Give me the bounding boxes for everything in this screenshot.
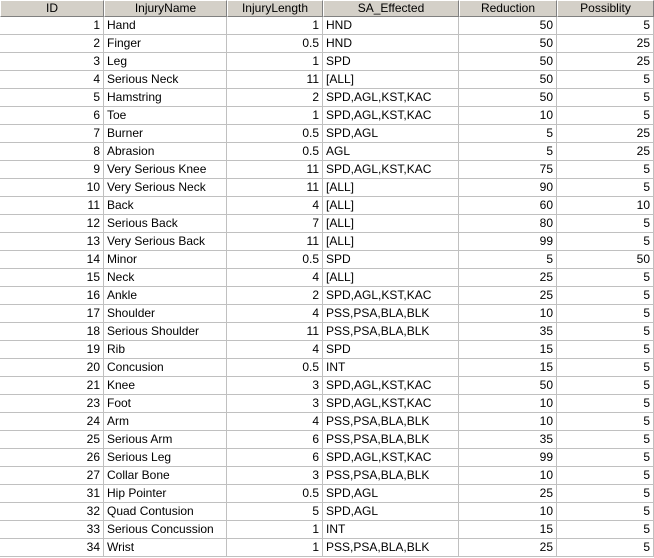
table-row[interactable]: [0, 161, 654, 179]
injury-length-cell[interactable]: 0.5: [227, 125, 323, 143]
injury-name-cell[interactable]: Burner: [104, 125, 227, 143]
injury-name-cell[interactable]: Ankle: [104, 287, 227, 305]
injury-length-cell[interactable]: 4: [227, 197, 323, 215]
possiblity-cell[interactable]: 5: [557, 413, 654, 431]
reduction-cell[interactable]: 10: [459, 107, 557, 125]
injury-name-cell[interactable]: Finger: [104, 35, 227, 53]
sa-effected-cell[interactable]: PSS,PSA,BLA,BLK: [323, 305, 459, 323]
sa-effected-cell[interactable]: [ALL]: [323, 197, 459, 215]
possiblity-cell[interactable]: 5: [557, 539, 654, 557]
possiblity-cell[interactable]: 5: [557, 323, 654, 341]
id-cell[interactable]: 13: [0, 233, 104, 251]
injury-name-cell[interactable]: Leg: [104, 53, 227, 71]
id-cell[interactable]: 16: [0, 287, 104, 305]
table-row[interactable]: [0, 467, 654, 485]
injury-name-cell[interactable]: Abrasion: [104, 143, 227, 161]
injury-name-cell[interactable]: Collar Bone: [104, 467, 227, 485]
injury-name-cell[interactable]: Quad Contusion: [104, 503, 227, 521]
sa-effected-cell[interactable]: SPD,AGL,KST,KAC: [323, 377, 459, 395]
reduction-cell[interactable]: 5: [459, 251, 557, 269]
id-cell[interactable]: 5: [0, 89, 104, 107]
possiblity-cell[interactable]: 5: [557, 431, 654, 449]
id-cell[interactable]: 17: [0, 305, 104, 323]
possiblity-cell[interactable]: 5: [557, 89, 654, 107]
id-cell[interactable]: 21: [0, 377, 104, 395]
injury-length-cell[interactable]: 5: [227, 503, 323, 521]
sa-effected-cell[interactable]: HND: [323, 35, 459, 53]
injury-name-cell[interactable]: Neck: [104, 269, 227, 287]
table-row[interactable]: [0, 215, 654, 233]
table-body: [0, 17, 654, 557]
reduction-cell[interactable]: 99: [459, 449, 557, 467]
injury-length-cell[interactable]: 6: [227, 449, 323, 467]
injury-name-cell[interactable]: Hand: [104, 17, 227, 35]
id-cell[interactable]: 24: [0, 413, 104, 431]
reduction-cell[interactable]: 50: [459, 71, 557, 89]
table-row[interactable]: [0, 305, 654, 323]
injury-length-cell[interactable]: 11: [227, 233, 323, 251]
sa-effected-cell[interactable]: SPD,AGL,KST,KAC: [323, 287, 459, 305]
injury-name-cell[interactable]: Knee: [104, 377, 227, 395]
table-row[interactable]: [0, 323, 654, 341]
injury-length-cell[interactable]: 3: [227, 395, 323, 413]
reduction-cell[interactable]: 5: [459, 143, 557, 161]
possiblity-cell[interactable]: 5: [557, 17, 654, 35]
injury-name-cell[interactable]: Serious Back: [104, 215, 227, 233]
possiblity-cell[interactable]: 5: [557, 377, 654, 395]
injury-length-cell[interactable]: 4: [227, 269, 323, 287]
injury-name-cell[interactable]: Serious Shoulder: [104, 323, 227, 341]
possiblity-cell[interactable]: 25: [557, 143, 654, 161]
injury-length-cell[interactable]: 1: [227, 17, 323, 35]
sa-effected-cell[interactable]: SPD,AGL,KST,KAC: [323, 449, 459, 467]
table-row[interactable]: [0, 431, 654, 449]
table-row[interactable]: [0, 395, 654, 413]
column-header-injury-name[interactable]: InjuryName: [104, 0, 227, 17]
possiblity-cell[interactable]: 5: [557, 359, 654, 377]
table-row[interactable]: [0, 197, 654, 215]
table-row[interactable]: [0, 35, 654, 53]
injury-length-cell[interactable]: 0.5: [227, 359, 323, 377]
column-header-possiblity[interactable]: Possiblity: [557, 0, 654, 17]
id-cell[interactable]: 3: [0, 53, 104, 71]
table-row[interactable]: [0, 107, 654, 125]
possiblity-cell[interactable]: 10: [557, 197, 654, 215]
possiblity-cell[interactable]: 5: [557, 395, 654, 413]
injury-length-cell[interactable]: 2: [227, 89, 323, 107]
sa-effected-cell[interactable]: HND: [323, 17, 459, 35]
sa-effected-cell[interactable]: PSS,PSA,BLA,BLK: [323, 323, 459, 341]
reduction-cell[interactable]: 15: [459, 359, 557, 377]
possiblity-cell[interactable]: 5: [557, 449, 654, 467]
injury-name-cell[interactable]: Hamstring: [104, 89, 227, 107]
id-cell[interactable]: 25: [0, 431, 104, 449]
id-cell[interactable]: 20: [0, 359, 104, 377]
injury-name-cell[interactable]: Rib: [104, 341, 227, 359]
table-row[interactable]: [0, 359, 654, 377]
reduction-cell[interactable]: 25: [459, 539, 557, 557]
reduction-cell[interactable]: 25: [459, 485, 557, 503]
possiblity-cell[interactable]: 5: [557, 287, 654, 305]
sa-effected-cell[interactable]: [ALL]: [323, 71, 459, 89]
injury-length-cell[interactable]: 7: [227, 215, 323, 233]
sa-effected-cell[interactable]: SPD,AGL,KST,KAC: [323, 107, 459, 125]
sa-effected-cell[interactable]: INT: [323, 521, 459, 539]
reduction-cell[interactable]: 80: [459, 215, 557, 233]
table-header: [0, 0, 654, 17]
injury-length-cell[interactable]: 0.5: [227, 251, 323, 269]
injury-name-cell[interactable]: Serious Concussion: [104, 521, 227, 539]
sa-effected-cell[interactable]: AGL: [323, 143, 459, 161]
reduction-cell[interactable]: 10: [459, 413, 557, 431]
possiblity-cell[interactable]: 5: [557, 521, 654, 539]
id-cell[interactable]: 15: [0, 269, 104, 287]
possiblity-cell[interactable]: 5: [557, 503, 654, 521]
table-row[interactable]: [0, 485, 654, 503]
id-cell[interactable]: 2: [0, 35, 104, 53]
sa-effected-cell[interactable]: SPD,AGL,KST,KAC: [323, 89, 459, 107]
sa-effected-cell[interactable]: PSS,PSA,BLA,BLK: [323, 467, 459, 485]
table-row[interactable]: [0, 377, 654, 395]
sa-effected-cell[interactable]: SPD: [323, 53, 459, 71]
injury-length-cell[interactable]: 1: [227, 53, 323, 71]
reduction-cell[interactable]: 25: [459, 287, 557, 305]
injury-length-cell[interactable]: 3: [227, 377, 323, 395]
table-row[interactable]: [0, 53, 654, 71]
possiblity-cell[interactable]: 5: [557, 305, 654, 323]
table-row[interactable]: [0, 89, 654, 107]
injury-length-cell[interactable]: 2: [227, 287, 323, 305]
injury-length-cell[interactable]: 3: [227, 467, 323, 485]
sa-effected-cell[interactable]: [ALL]: [323, 233, 459, 251]
sa-effected-cell[interactable]: [ALL]: [323, 215, 459, 233]
possiblity-cell[interactable]: 5: [557, 467, 654, 485]
injury-name-cell[interactable]: Back: [104, 197, 227, 215]
table-row[interactable]: [0, 71, 654, 89]
id-cell[interactable]: 8: [0, 143, 104, 161]
table-row[interactable]: [0, 17, 654, 35]
injury-name-cell[interactable]: Shoulder: [104, 305, 227, 323]
reduction-cell[interactable]: 35: [459, 431, 557, 449]
possiblity-cell[interactable]: 25: [557, 125, 654, 143]
injury-length-cell[interactable]: 4: [227, 305, 323, 323]
sa-effected-cell[interactable]: SPD,AGL: [323, 125, 459, 143]
sa-effected-cell[interactable]: SPD,AGL,KST,KAC: [323, 161, 459, 179]
injury-length-cell[interactable]: 0.5: [227, 143, 323, 161]
possiblity-cell[interactable]: 25: [557, 53, 654, 71]
injury-name-cell[interactable]: Minor: [104, 251, 227, 269]
sa-effected-cell[interactable]: [ALL]: [323, 179, 459, 197]
injury-length-cell[interactable]: 11: [227, 179, 323, 197]
reduction-cell[interactable]: 50: [459, 377, 557, 395]
reduction-cell[interactable]: 25: [459, 269, 557, 287]
reduction-cell[interactable]: 10: [459, 503, 557, 521]
reduction-cell[interactable]: 90: [459, 179, 557, 197]
injury-length-cell[interactable]: 11: [227, 71, 323, 89]
id-cell[interactable]: 31: [0, 485, 104, 503]
id-cell[interactable]: 10: [0, 179, 104, 197]
sa-effected-cell[interactable]: SPD,AGL: [323, 503, 459, 521]
injury-length-cell[interactable]: 0.5: [227, 485, 323, 503]
reduction-cell[interactable]: 5: [459, 125, 557, 143]
reduction-cell[interactable]: 60: [459, 197, 557, 215]
column-header-sa-effected[interactable]: SA_Effected: [323, 0, 459, 17]
injury-name-cell[interactable]: Toe: [104, 107, 227, 125]
possiblity-cell[interactable]: 50: [557, 251, 654, 269]
table-row[interactable]: [0, 413, 654, 431]
column-header-reduction[interactable]: Reduction: [459, 0, 557, 17]
table-row[interactable]: [0, 269, 654, 287]
id-cell[interactable]: 14: [0, 251, 104, 269]
possiblity-cell[interactable]: 5: [557, 215, 654, 233]
reduction-cell[interactable]: 50: [459, 17, 557, 35]
injury-length-cell[interactable]: 11: [227, 161, 323, 179]
id-cell[interactable]: 11: [0, 197, 104, 215]
injury-length-cell[interactable]: 1: [227, 107, 323, 125]
sa-effected-cell[interactable]: SPD,AGL: [323, 485, 459, 503]
injury-name-cell[interactable]: Very Serious Back: [104, 233, 227, 251]
injury-name-cell[interactable]: Arm: [104, 413, 227, 431]
injury-name-cell[interactable]: Serious Neck: [104, 71, 227, 89]
id-cell[interactable]: 33: [0, 521, 104, 539]
reduction-cell[interactable]: 15: [459, 341, 557, 359]
possiblity-cell[interactable]: 25: [557, 35, 654, 53]
possiblity-cell[interactable]: 5: [557, 179, 654, 197]
injury-name-cell[interactable]: Very Serious Knee: [104, 161, 227, 179]
injury-name-cell[interactable]: Very Serious Neck: [104, 179, 227, 197]
injury-length-cell[interactable]: 4: [227, 413, 323, 431]
table-row[interactable]: [0, 503, 654, 521]
id-cell[interactable]: 19: [0, 341, 104, 359]
table-row[interactable]: [0, 251, 654, 269]
id-cell[interactable]: 23: [0, 395, 104, 413]
id-cell[interactable]: 4: [0, 71, 104, 89]
column-header-injury-length[interactable]: InjuryLength: [227, 0, 323, 17]
reduction-cell[interactable]: 50: [459, 53, 557, 71]
sa-effected-cell[interactable]: SPD: [323, 341, 459, 359]
reduction-cell[interactable]: 75: [459, 161, 557, 179]
possiblity-cell[interactable]: 5: [557, 341, 654, 359]
table-row[interactable]: [0, 233, 654, 251]
injury-name-cell[interactable]: Wrist: [104, 539, 227, 557]
table-row[interactable]: [0, 341, 654, 359]
column-header-id[interactable]: ID: [0, 0, 104, 17]
reduction-cell[interactable]: 10: [459, 467, 557, 485]
injury-name-cell[interactable]: Serious Arm: [104, 431, 227, 449]
injury-length-cell[interactable]: 11: [227, 323, 323, 341]
reduction-cell[interactable]: 50: [459, 35, 557, 53]
sa-effected-cell[interactable]: INT: [323, 359, 459, 377]
table-row[interactable]: [0, 179, 654, 197]
possiblity-cell[interactable]: 5: [557, 233, 654, 251]
sa-effected-cell[interactable]: PSS,PSA,BLA,BLK: [323, 431, 459, 449]
table-row[interactable]: [0, 521, 654, 539]
possiblity-cell[interactable]: 5: [557, 71, 654, 89]
injury-name-cell[interactable]: Hip Pointer: [104, 485, 227, 503]
injury-length-cell[interactable]: 4: [227, 341, 323, 359]
injury-length-cell[interactable]: 6: [227, 431, 323, 449]
injury-name-cell[interactable]: Concusion: [104, 359, 227, 377]
table-row[interactable]: [0, 449, 654, 467]
reduction-cell[interactable]: 10: [459, 305, 557, 323]
injury-name-cell[interactable]: Serious Leg: [104, 449, 227, 467]
id-cell[interactable]: 12: [0, 215, 104, 233]
table-row[interactable]: [0, 287, 654, 305]
injury-name-cell[interactable]: Foot: [104, 395, 227, 413]
sa-effected-cell[interactable]: [ALL]: [323, 269, 459, 287]
injury-length-cell[interactable]: 1: [227, 539, 323, 557]
id-cell[interactable]: 27: [0, 467, 104, 485]
id-cell[interactable]: 6: [0, 107, 104, 125]
reduction-cell[interactable]: 15: [459, 521, 557, 539]
table-row[interactable]: [0, 125, 654, 143]
id-cell[interactable]: 32: [0, 503, 104, 521]
id-cell[interactable]: 7: [0, 125, 104, 143]
id-cell[interactable]: 34: [0, 539, 104, 557]
reduction-cell[interactable]: 10: [459, 395, 557, 413]
sa-effected-cell[interactable]: SPD,AGL,KST,KAC: [323, 395, 459, 413]
reduction-cell[interactable]: 50: [459, 89, 557, 107]
sa-effected-cell[interactable]: PSS,PSA,BLA,BLK: [323, 539, 459, 557]
id-cell[interactable]: 26: [0, 449, 104, 467]
possiblity-cell[interactable]: 5: [557, 107, 654, 125]
reduction-cell[interactable]: 35: [459, 323, 557, 341]
id-cell[interactable]: 18: [0, 323, 104, 341]
id-cell[interactable]: 1: [0, 17, 104, 35]
injury-length-cell[interactable]: 0.5: [227, 35, 323, 53]
table-row[interactable]: [0, 539, 654, 557]
sa-effected-cell[interactable]: SPD: [323, 251, 459, 269]
reduction-cell[interactable]: 99: [459, 233, 557, 251]
id-cell[interactable]: 9: [0, 161, 104, 179]
sa-effected-cell[interactable]: PSS,PSA,BLA,BLK: [323, 413, 459, 431]
possiblity-cell[interactable]: 5: [557, 269, 654, 287]
possiblity-cell[interactable]: 5: [557, 161, 654, 179]
possiblity-cell[interactable]: 5: [557, 485, 654, 503]
table-row[interactable]: [0, 143, 654, 161]
injury-length-cell[interactable]: 1: [227, 521, 323, 539]
